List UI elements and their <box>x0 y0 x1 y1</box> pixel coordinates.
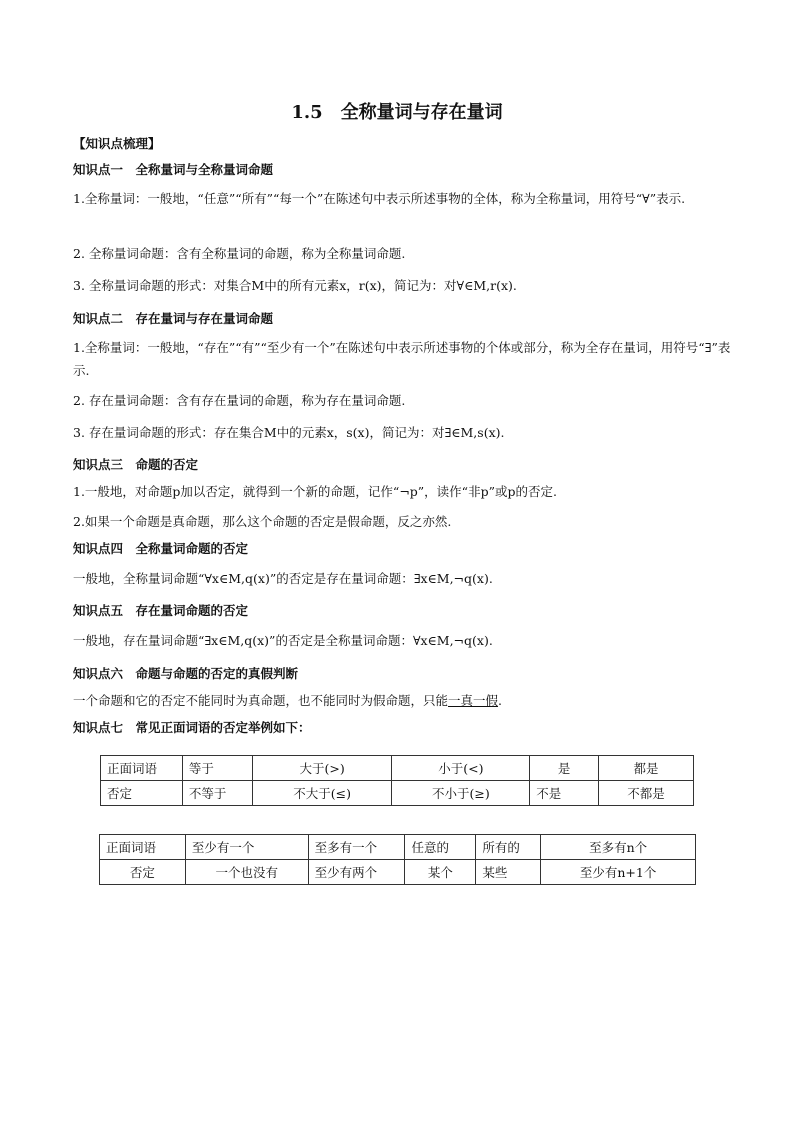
k2-p2: 2. 存在量词命题：含有存在量词的命题，称为存在量词命题. <box>73 393 406 408</box>
negation-table-2 <box>99 834 696 885</box>
k3-p2: 2.如果一个命题是真命题，那么这个命题的否定是假命题，反之亦然. <box>73 514 452 529</box>
k1-p3: 3. 全称量词命题的形式：对集合M中的所有元素x，r(x)，简记为：对∀∈M,r(x). <box>73 278 517 293</box>
k4-heading: 知识点四 全称量词命题的否定 <box>73 541 249 556</box>
k2-p3: 3. 存在量词命题的形式：存在集合M中的元素x，s(x)，简记为：对∃∈M,s(x). <box>73 425 505 440</box>
table-cell: 至少有一个 <box>185 835 308 860</box>
table-cell: 至多有一个 <box>308 835 405 860</box>
table-cell: 某个 <box>405 860 476 885</box>
table-cell: 小于(<) <box>392 756 530 781</box>
k2-p1: 1.全称量词：一般地，“存在”“有”“至少有一个”在陈述句中表示所述事物的个体或部分，称为全存在量词，用符号“∃”表示. <box>73 340 731 378</box>
table-cell: 一个也没有 <box>185 860 308 885</box>
table-cell: 正面词语 <box>100 835 186 860</box>
table-cell: 任意的 <box>405 835 476 860</box>
table-cell: 大于(>) <box>252 756 392 781</box>
table-cell: 不大于(≤) <box>252 781 392 806</box>
k4-p1: 一般地，全称量词命题“∀x∈M,q(x)”的否定是存在量词命题：∃x∈M,¬q(x). <box>73 571 493 586</box>
k1-heading: 知识点一 全称量词与全称量词命题 <box>73 162 274 177</box>
table-cell: 正面词语 <box>101 756 183 781</box>
k6-p1 <box>73 693 502 709</box>
k3-heading: 知识点三 命题的否定 <box>73 457 199 472</box>
k6-p1-underlined: 一真一假 <box>448 693 499 708</box>
table-row <box>100 835 696 860</box>
k1-p2: 2. 全称量词命题：含有全称量词的命题，称为全称量词命题. <box>73 246 406 261</box>
k2-heading: 知识点二 存在量词与存在量词命题 <box>73 311 274 326</box>
table-cell: 至多有n个 <box>541 835 696 860</box>
k3-p1: 1.一般地，对命题p加以否定，就得到一个新的命题，记作“¬p”，读作“非p”或p的否定. <box>73 484 557 499</box>
negation-table-1 <box>100 755 694 806</box>
table-cell: 否定 <box>101 781 183 806</box>
k7-heading: 知识点七 常见正面词语的否定举例如下： <box>73 720 311 735</box>
k5-p1: 一般地，存在量词命题“∃x∈M,q(x)”的否定是全称量词命题：∀x∈M,¬q(x). <box>73 633 493 648</box>
table-cell: 是 <box>530 756 599 781</box>
table-cell: 等于 <box>182 756 252 781</box>
section-heading: 【知识点梳理】 <box>73 136 161 151</box>
table-row <box>101 756 694 781</box>
k6-heading: 知识点六 命题与命题的否定的真假判断 <box>73 666 299 681</box>
table-cell: 不等于 <box>182 781 252 806</box>
table-cell: 所有的 <box>476 835 541 860</box>
table-cell: 至少有n+1个 <box>541 860 696 885</box>
table-cell: 不都是 <box>599 781 694 806</box>
k5-heading: 知识点五 存在量词命题的否定 <box>73 603 249 618</box>
table-cell: 至少有两个 <box>308 860 405 885</box>
table-cell: 不小于(≥) <box>392 781 530 806</box>
k1-p1: 1.全称量词：一般地，“任意”“所有”“每一个”在陈述句中表示所述事物的全体，称为全称量词，用符号“∀”表示. <box>73 191 686 206</box>
table-cell: 否定 <box>100 860 186 885</box>
table-row <box>101 781 694 806</box>
page-title: 1.5 全称量词与存在量词 <box>291 102 503 123</box>
table-row <box>100 860 696 885</box>
k6-p1-end: . <box>498 693 503 708</box>
table-cell: 某些 <box>476 860 541 885</box>
table-cell: 不是 <box>530 781 599 806</box>
k6-p1-a: 一个命题和它的否定不能同时为真命题，也不能同时为假命题，只能 <box>73 693 449 708</box>
table-cell: 都是 <box>599 756 694 781</box>
